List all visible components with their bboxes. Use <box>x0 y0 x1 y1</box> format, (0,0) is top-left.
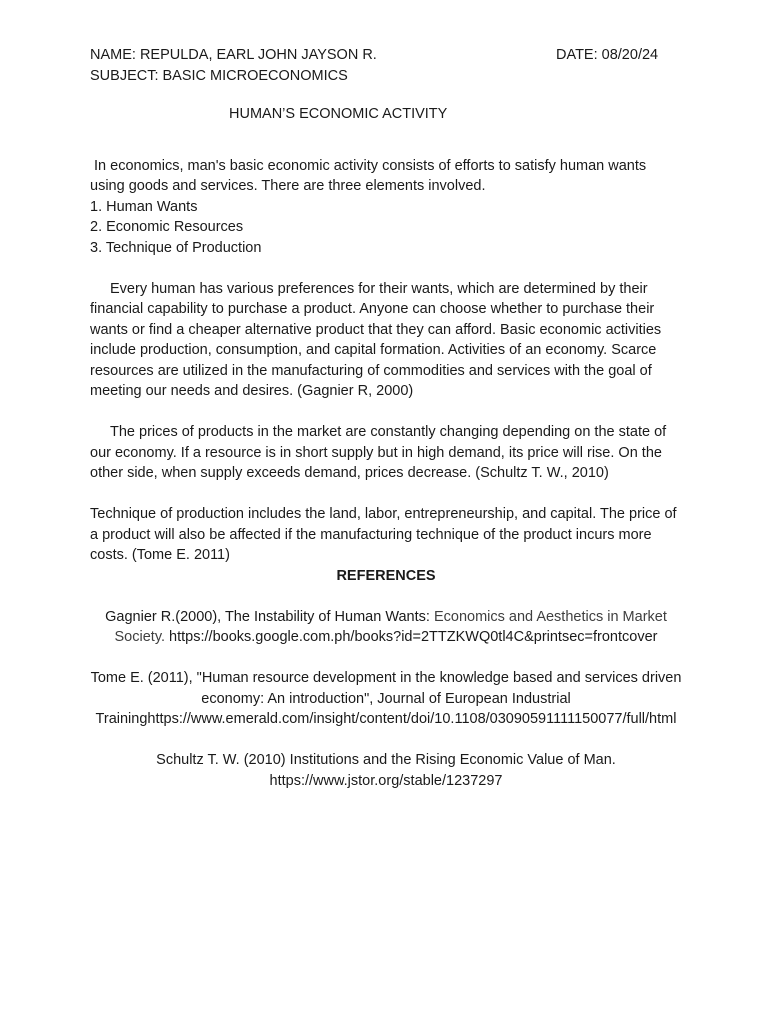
document-title: HUMAN’S ECONOMIC ACTIVITY <box>229 106 448 122</box>
reference-tome: Tome E. (2011), "Human resource development in the knowledge based and services driven economy: An introduction", Journal of European Industrial Traininghttps://www.emerald.com/insight/content/doi/10.1108/03090591111150077/full/html <box>90 670 682 727</box>
subject-line: SUBJECT: BASIC MICROECONOMICS <box>90 67 348 84</box>
paragraph-technique: Technique of production includes the land, labor, entrepreneurship, and capital. The price of a product will also be affected if the manufacturing technique of the product incurs more costs. (Tome E. 2011) <box>90 506 677 563</box>
student-name: NAME: REPULDA, EARL JOHN JAYSON R. <box>90 47 377 63</box>
reference-gagnier <box>90 607 682 648</box>
reference-schultz <box>90 750 682 791</box>
list-item: 2. Economic Resources <box>90 219 244 235</box>
list-item: 1. Human Wants <box>90 198 198 215</box>
list-item: 3. Technique of Production <box>90 239 262 256</box>
document-date: DATE: 08/20/24 <box>556 47 659 63</box>
header-row <box>90 45 682 66</box>
reference-gagnier-prefix: Gagnier R.(2000), The Instability of Human Wants: <box>105 608 434 625</box>
document-page <box>90 45 682 791</box>
references-heading: REFERENCES <box>336 567 436 584</box>
reference-schultz-url: https://www.jstor.org/stable/1237297 <box>269 772 503 789</box>
elements-list <box>90 197 682 259</box>
reference-gagnier-url: https://books.google.com.ph/books?id=2TTZKWQ0tl4C&printsec=frontcover <box>165 629 658 645</box>
paragraph-human-wants: Every human has various preferences for their wants, which are determined by their financial capability to purchase a product. Anyone can choose whether to purchase their wants or find a cheaper alternative product that they can afford. Basic economic activities include production, consumption, and capital formation. Activities of an economy. Scarce resources are utilized in the manufacturing of commodities and services with the goal of meeting our needs and desires. (Gagnier R, 2000) <box>90 280 662 399</box>
paragraph-prices: The prices of products in the market are constantly changing depending on the state of our economy. If a resource is in short supply but in high demand, its price will rise. On the other side, when supply exceeds demand, prices decrease. (Schultz T. W., 2010) <box>90 424 667 481</box>
reference-schultz-citation: Schultz T. W. (2010) Institutions and the Rising Economic Value of Man. <box>156 752 616 768</box>
reference-gagnier-title: Economics and Aesthetics in Market Society. <box>114 608 667 645</box>
intro-paragraph: In economics, man's basic economic activity consists of efforts to satisfy human wants using goods and services. There are three elements involved. <box>90 157 651 194</box>
